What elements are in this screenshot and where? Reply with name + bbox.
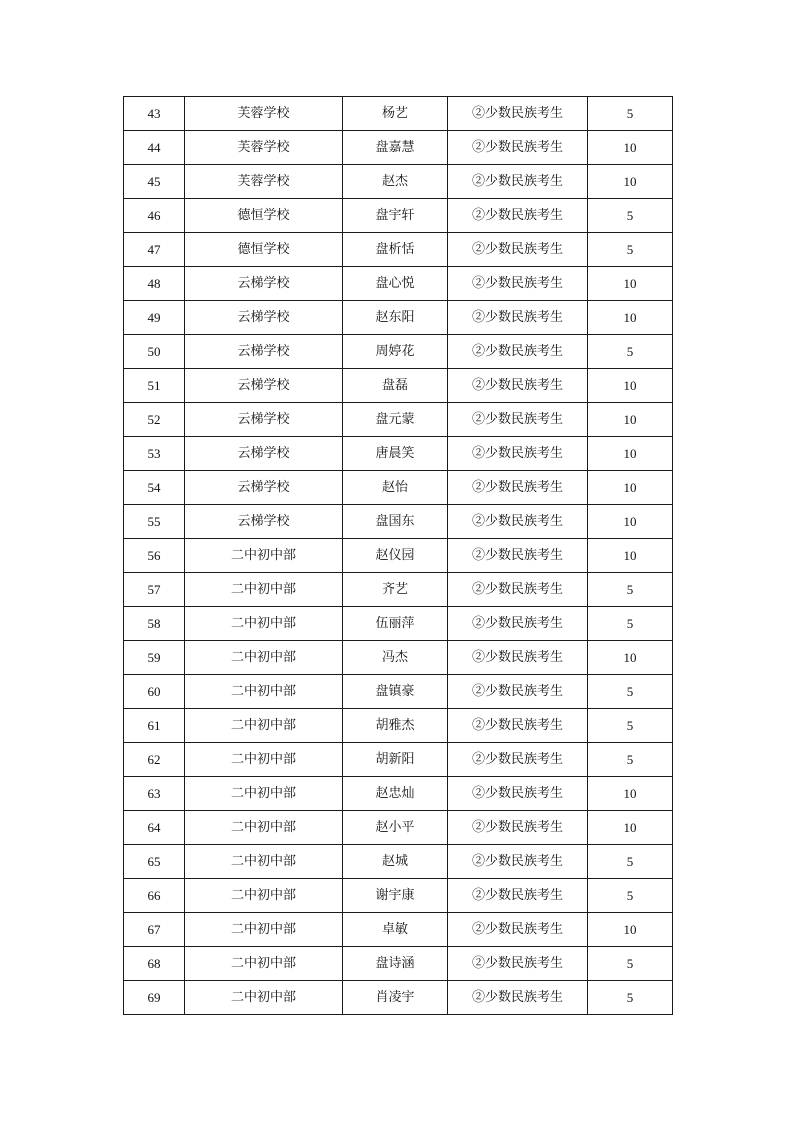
table-row (124, 573, 673, 607)
category-cell: ②少数民族考生 (448, 131, 588, 165)
table-row (124, 845, 673, 879)
school-cell: 云梯学校 (185, 403, 343, 437)
bonus-points-cell: 5 (588, 675, 673, 709)
table-row (124, 675, 673, 709)
row-number-cell: 50 (124, 335, 185, 369)
row-number-cell: 51 (124, 369, 185, 403)
category-cell: ②少数民族考生 (448, 879, 588, 913)
category-cell: ②少数民族考生 (448, 913, 588, 947)
row-number-cell: 56 (124, 539, 185, 573)
row-number-cell: 69 (124, 981, 185, 1015)
school-cell: 芙蓉学校 (185, 165, 343, 199)
table-row (124, 777, 673, 811)
student-name-cell: 盘国东 (343, 505, 448, 539)
student-name-cell: 盘诗涵 (343, 947, 448, 981)
table-row (124, 131, 673, 165)
category-cell: ②少数民族考生 (448, 981, 588, 1015)
table-row (124, 641, 673, 675)
table-row (124, 947, 673, 981)
category-cell: ②少数民族考生 (448, 641, 588, 675)
bonus-points-cell: 10 (588, 811, 673, 845)
school-cell: 二中初中部 (185, 981, 343, 1015)
row-number-cell: 53 (124, 437, 185, 471)
table-row (124, 539, 673, 573)
bonus-points-cell: 5 (588, 709, 673, 743)
bonus-points-cell: 10 (588, 913, 673, 947)
student-name-cell: 赵小平 (343, 811, 448, 845)
table-row (124, 403, 673, 437)
category-cell: ②少数民族考生 (448, 845, 588, 879)
category-cell: ②少数民族考生 (448, 335, 588, 369)
bonus-points-cell: 10 (588, 131, 673, 165)
table-row (124, 165, 673, 199)
row-number-cell: 61 (124, 709, 185, 743)
category-cell: ②少数民族考生 (448, 539, 588, 573)
bonus-points-cell: 5 (588, 233, 673, 267)
student-name-cell: 赵忠灿 (343, 777, 448, 811)
bonus-points-cell: 10 (588, 641, 673, 675)
school-cell: 二中初中部 (185, 879, 343, 913)
school-cell: 德恒学校 (185, 199, 343, 233)
bonus-points-cell: 10 (588, 471, 673, 505)
table-row (124, 743, 673, 777)
table-row (124, 981, 673, 1015)
table-row (124, 607, 673, 641)
school-cell: 二中初中部 (185, 743, 343, 777)
row-number-cell: 54 (124, 471, 185, 505)
bonus-points-cell: 10 (588, 301, 673, 335)
table-row (124, 437, 673, 471)
table-row (124, 471, 673, 505)
student-name-cell: 周婷花 (343, 335, 448, 369)
school-cell: 二中初中部 (185, 675, 343, 709)
category-cell: ②少数民族考生 (448, 437, 588, 471)
student-name-cell: 齐艺 (343, 573, 448, 607)
student-name-cell: 盘宇轩 (343, 199, 448, 233)
student-name-cell: 赵杰 (343, 165, 448, 199)
school-cell: 二中初中部 (185, 573, 343, 607)
bonus-points-cell: 5 (588, 335, 673, 369)
student-name-cell: 赵仪园 (343, 539, 448, 573)
student-name-cell: 盘镇豪 (343, 675, 448, 709)
student-name-cell: 胡新阳 (343, 743, 448, 777)
bonus-points-cell: 10 (588, 777, 673, 811)
row-number-cell: 67 (124, 913, 185, 947)
category-cell: ②少数民族考生 (448, 267, 588, 301)
bonus-points-cell: 5 (588, 199, 673, 233)
table-row (124, 369, 673, 403)
bonus-points-cell: 5 (588, 981, 673, 1015)
row-number-cell: 52 (124, 403, 185, 437)
student-bonus-table (123, 96, 673, 1015)
category-cell: ②少数民族考生 (448, 811, 588, 845)
category-cell: ②少数民族考生 (448, 301, 588, 335)
category-cell: ②少数民族考生 (448, 947, 588, 981)
student-name-cell: 盘磊 (343, 369, 448, 403)
row-number-cell: 64 (124, 811, 185, 845)
category-cell: ②少数民族考生 (448, 777, 588, 811)
school-cell: 二中初中部 (185, 811, 343, 845)
school-cell: 云梯学校 (185, 505, 343, 539)
school-cell: 云梯学校 (185, 437, 343, 471)
student-name-cell: 杨艺 (343, 97, 448, 131)
bonus-points-cell: 10 (588, 165, 673, 199)
student-name-cell: 盘嘉慧 (343, 131, 448, 165)
bonus-points-cell: 5 (588, 607, 673, 641)
row-number-cell: 66 (124, 879, 185, 913)
table-row (124, 97, 673, 131)
table-row (124, 335, 673, 369)
table-row (124, 913, 673, 947)
bonus-points-cell: 10 (588, 437, 673, 471)
school-cell: 云梯学校 (185, 301, 343, 335)
row-number-cell: 46 (124, 199, 185, 233)
school-cell: 二中初中部 (185, 947, 343, 981)
school-cell: 二中初中部 (185, 845, 343, 879)
table-body (124, 97, 673, 1015)
student-name-cell: 盘元蒙 (343, 403, 448, 437)
table-row (124, 267, 673, 301)
row-number-cell: 43 (124, 97, 185, 131)
category-cell: ②少数民族考生 (448, 743, 588, 777)
row-number-cell: 48 (124, 267, 185, 301)
student-name-cell: 冯杰 (343, 641, 448, 675)
bonus-points-cell: 5 (588, 879, 673, 913)
category-cell: ②少数民族考生 (448, 607, 588, 641)
student-name-cell: 盘心悦 (343, 267, 448, 301)
table-row (124, 709, 673, 743)
school-cell: 芙蓉学校 (185, 131, 343, 165)
bonus-points-cell: 5 (588, 573, 673, 607)
school-cell: 云梯学校 (185, 267, 343, 301)
row-number-cell: 58 (124, 607, 185, 641)
bonus-points-cell: 10 (588, 505, 673, 539)
row-number-cell: 68 (124, 947, 185, 981)
school-cell: 云梯学校 (185, 471, 343, 505)
bonus-points-cell: 5 (588, 845, 673, 879)
table-row (124, 879, 673, 913)
table-row (124, 811, 673, 845)
student-name-cell: 肖凌宇 (343, 981, 448, 1015)
bonus-points-cell: 5 (588, 947, 673, 981)
category-cell: ②少数民族考生 (448, 709, 588, 743)
bonus-points-cell: 10 (588, 539, 673, 573)
school-cell: 二中初中部 (185, 539, 343, 573)
row-number-cell: 55 (124, 505, 185, 539)
row-number-cell: 62 (124, 743, 185, 777)
category-cell: ②少数民族考生 (448, 199, 588, 233)
category-cell: ②少数民族考生 (448, 403, 588, 437)
category-cell: ②少数民族考生 (448, 165, 588, 199)
bonus-points-cell: 5 (588, 97, 673, 131)
row-number-cell: 47 (124, 233, 185, 267)
row-number-cell: 63 (124, 777, 185, 811)
school-cell: 德恒学校 (185, 233, 343, 267)
row-number-cell: 60 (124, 675, 185, 709)
school-cell: 云梯学校 (185, 369, 343, 403)
bonus-points-cell: 10 (588, 403, 673, 437)
student-name-cell: 赵怡 (343, 471, 448, 505)
student-name-cell: 谢宇康 (343, 879, 448, 913)
category-cell: ②少数民族考生 (448, 233, 588, 267)
school-cell: 二中初中部 (185, 709, 343, 743)
category-cell: ②少数民族考生 (448, 573, 588, 607)
school-cell: 二中初中部 (185, 641, 343, 675)
school-cell: 二中初中部 (185, 607, 343, 641)
row-number-cell: 45 (124, 165, 185, 199)
student-name-cell: 卓敏 (343, 913, 448, 947)
category-cell: ②少数民族考生 (448, 505, 588, 539)
category-cell: ②少数民族考生 (448, 471, 588, 505)
school-cell: 二中初中部 (185, 777, 343, 811)
student-name-cell: 盘析恬 (343, 233, 448, 267)
table-row (124, 233, 673, 267)
row-number-cell: 44 (124, 131, 185, 165)
table-row (124, 505, 673, 539)
table-row (124, 199, 673, 233)
row-number-cell: 59 (124, 641, 185, 675)
student-name-cell: 赵城 (343, 845, 448, 879)
category-cell: ②少数民族考生 (448, 369, 588, 403)
student-name-cell: 胡雅杰 (343, 709, 448, 743)
bonus-points-cell: 10 (588, 267, 673, 301)
bonus-points-cell: 5 (588, 743, 673, 777)
category-cell: ②少数民族考生 (448, 675, 588, 709)
school-cell: 芙蓉学校 (185, 97, 343, 131)
student-name-cell: 唐晨笑 (343, 437, 448, 471)
category-cell: ②少数民族考生 (448, 97, 588, 131)
table-row (124, 301, 673, 335)
student-name-cell: 赵东阳 (343, 301, 448, 335)
student-name-cell: 伍丽萍 (343, 607, 448, 641)
school-cell: 云梯学校 (185, 335, 343, 369)
row-number-cell: 65 (124, 845, 185, 879)
row-number-cell: 49 (124, 301, 185, 335)
school-cell: 二中初中部 (185, 913, 343, 947)
bonus-points-cell: 10 (588, 369, 673, 403)
row-number-cell: 57 (124, 573, 185, 607)
